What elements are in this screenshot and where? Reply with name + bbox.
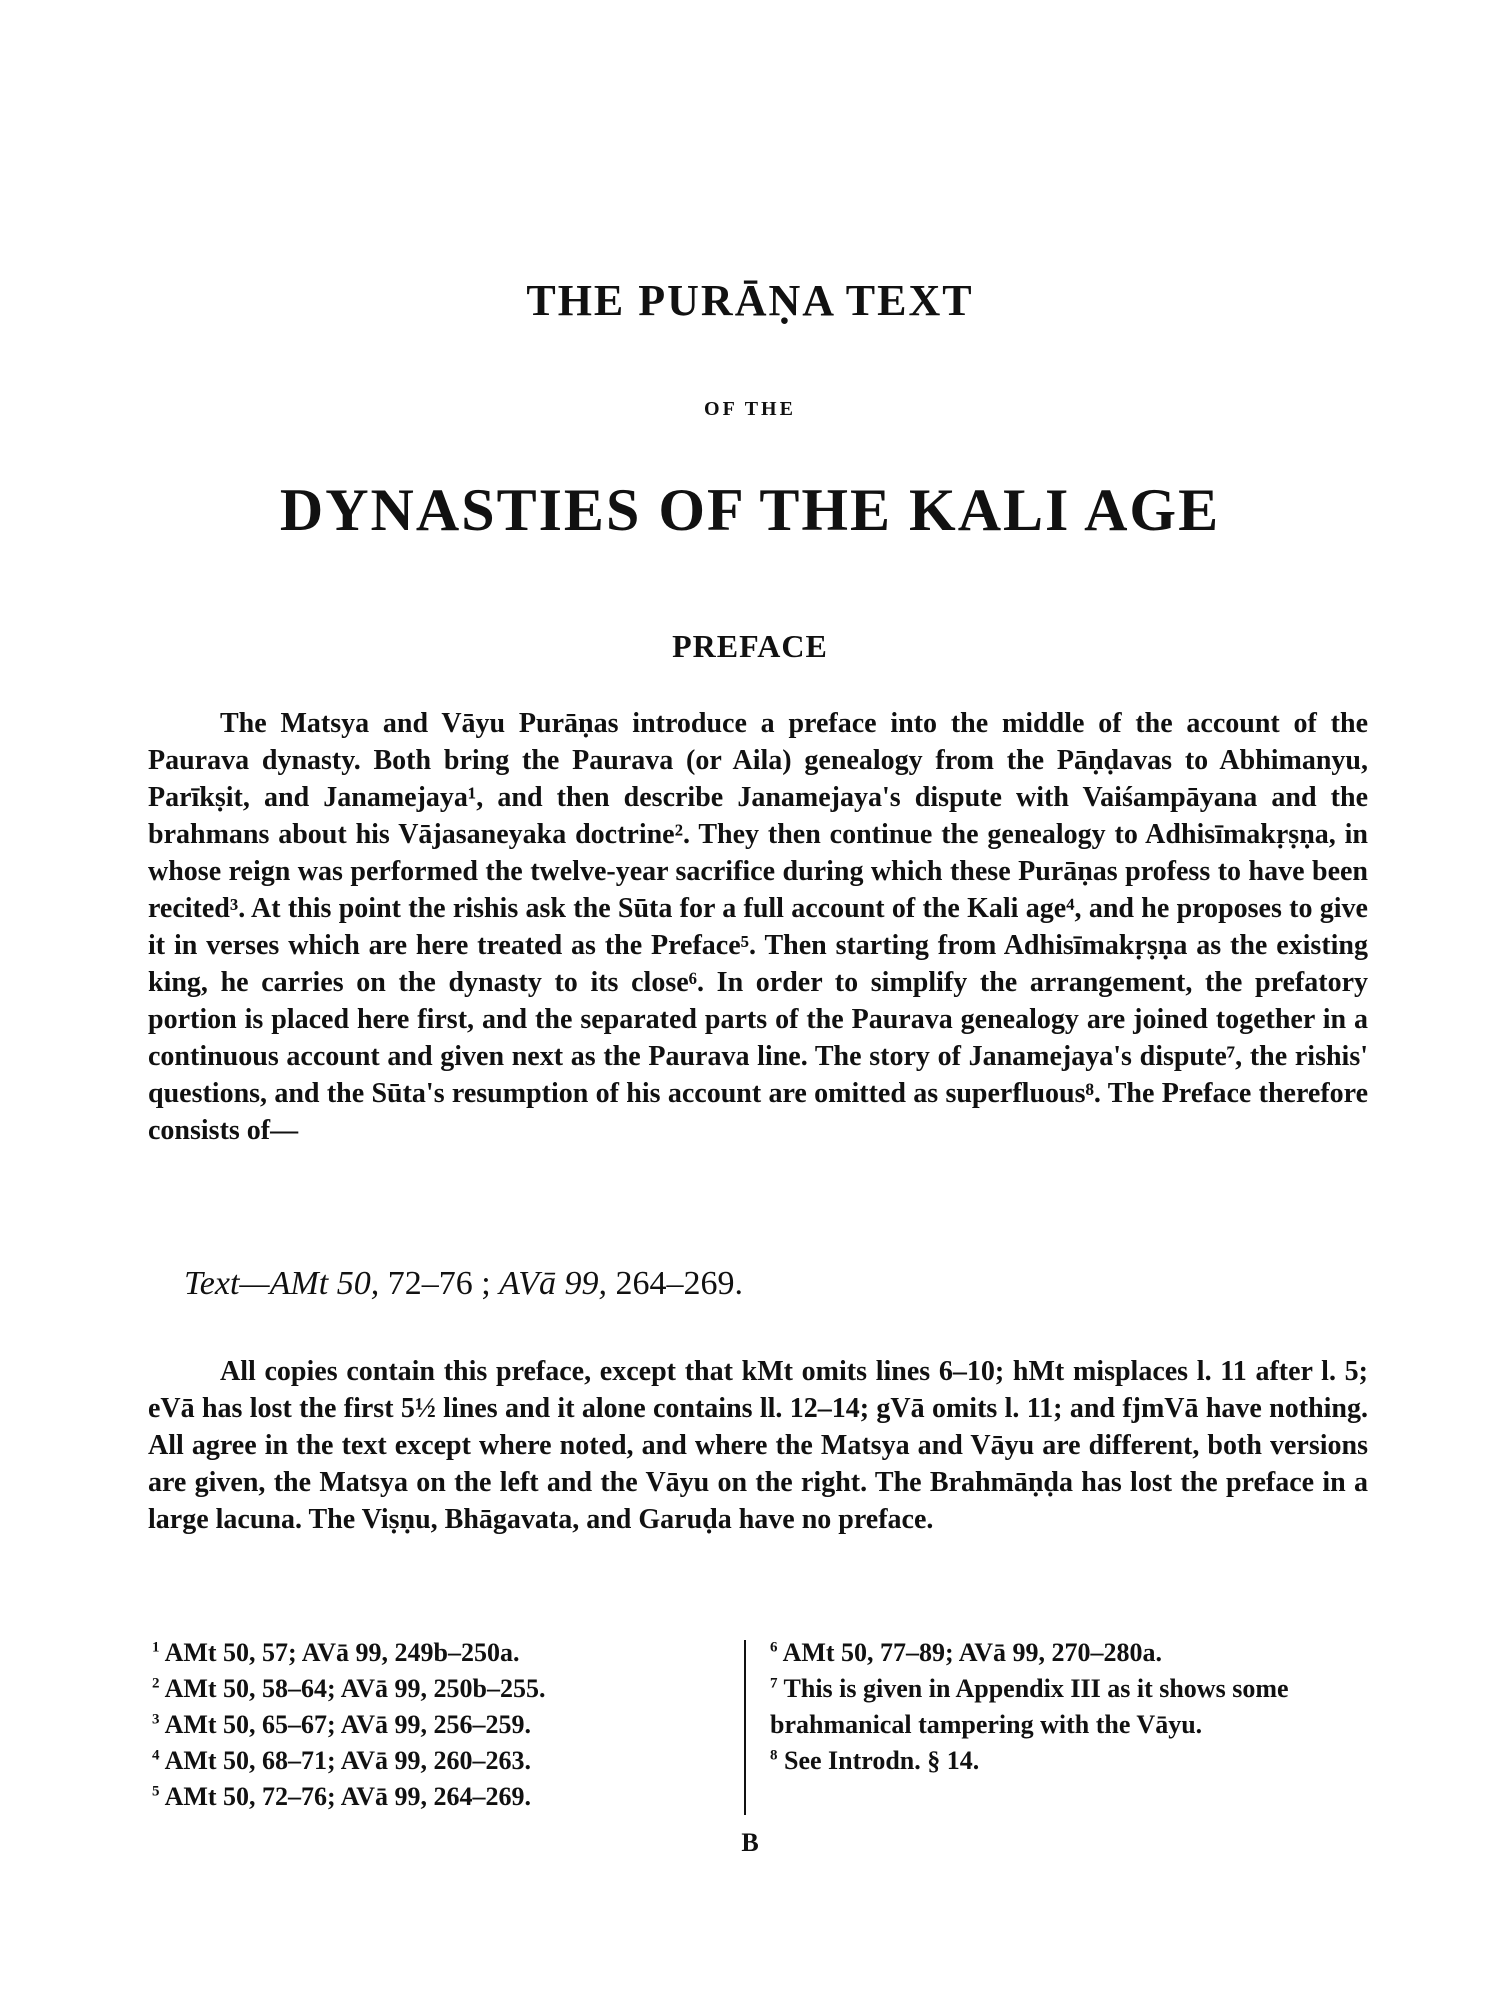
text-reference: [184, 1265, 743, 1303]
preface-paragraph-1: The Matsya and Vāyu Purāṇas introduce a preface into the middle of the account of the Paurava dynasty. Both bring the Paurava (or Aila) genealogy from the Pāṇḍavas to Abhimanyu, Parīkṣit, and Janamejaya¹, and then describe Janamejaya's dispute with Vaiśampāyana and the brahmans about his Vājasaneyaka doctrine². They then continue the genealogy to Adhisīmakṛṣṇa, in whose reign was performed the twelve-year sacrifice during which these Purāṇas profess to have been recited³. At this point the rishis ask the Sūta for a full account of the Kali age⁴, and he proposes to give it in verses which are here treated as the Preface⁵. Then starting from Adhisīmakṛṣṇa as the existing king, he carries on the dynasty to its close⁶. In order to simplify the arrangement, the prefatory portion is placed here first, and the separated parts of the Paurava genealogy are joined together in a continuous account and given next as the Paurava line. The story of Janamejaya's dispute⁷, the rishis' questions, and the Sūta's resumption of his account are omitted as superfluous⁸. The Preface therefore consists of—: [148, 708, 1368, 1146]
footnote-item: [152, 1743, 722, 1779]
signature-mark: B: [741, 1828, 759, 1857]
text-ref2-verses: 264–269.: [607, 1265, 743, 1302]
footnotes-right-column: [770, 1635, 1370, 1779]
footnote-item: [152, 1671, 722, 1707]
footnote-text: AMt 50, 65–67; AVā 99, 256–259.: [164, 1710, 531, 1739]
text-ref1-chapter: 50,: [336, 1265, 380, 1302]
footnote-text: AMt 50, 77–89; AVā 99, 270–280a.: [782, 1638, 1162, 1667]
text-ref2-source: AVā: [499, 1265, 556, 1302]
text-ref1-source: AMt: [269, 1265, 329, 1302]
footnote-mark: 8: [770, 1747, 778, 1764]
footnote-mark: 5: [152, 1783, 160, 1800]
footnote-item: [770, 1635, 1370, 1671]
footnote-column-divider: [744, 1640, 746, 1815]
footnote-text: AMt 50, 72–76; AVā 99, 264–269.: [164, 1782, 531, 1811]
text-label: Text—: [184, 1265, 270, 1302]
footnotes-left-column: [152, 1635, 722, 1815]
footnote-item: [152, 1635, 722, 1671]
title-connector: OF THE: [704, 398, 796, 420]
footnote-text: This is given in Appendix III as it shows some brahmanical tampering with the Vāyu.: [770, 1674, 1289, 1739]
section-heading: PREFACE: [672, 628, 828, 664]
footnote-mark: 1: [152, 1639, 160, 1656]
page-subtitle: DYNASTIES OF THE KALI AGE: [279, 477, 1221, 543]
footnote-mark: 3: [152, 1711, 160, 1728]
footnote-text: AMt 50, 57; AVā 99, 249b–250a.: [164, 1638, 520, 1667]
preface-paragraph-2: All copies contain this preface, except that kMt omits lines 6–10; hMt misplaces l. 11 after l. 5; eVā has lost the first 5½ lines and it alone contains ll. 12–14; gVā omits l. 11; and fjmVā have nothing. All agree in the text except where noted, and where the Matsya and Vāyu are different, both versions are given, the Matsya on the left and the Vāyu on the right. The Brahmāṇḍa has lost the preface in a large lacuna. The Viṣṇu, Bhāgavata, and Garuḍa have no preface.: [148, 1356, 1368, 1535]
text-ref2-chapter: 99,: [564, 1265, 607, 1302]
footnote-item: [152, 1779, 722, 1815]
footnote-mark: 6: [770, 1639, 778, 1656]
text-ref1-verses: 72–76 ;: [379, 1265, 500, 1302]
page-title: THE PURĀṆA TEXT: [526, 276, 974, 325]
footnote-text: AMt 50, 58–64; AVā 99, 250b–255.: [164, 1674, 546, 1703]
footnote-item: [152, 1707, 722, 1743]
footnote-text: AMt 50, 68–71; AVā 99, 260–263.: [164, 1746, 531, 1775]
footnote-mark: 2: [152, 1675, 160, 1692]
footnote-item: [770, 1671, 1370, 1743]
footnote-item: [770, 1743, 1370, 1779]
footnote-mark: 4: [152, 1747, 160, 1764]
footnote-mark: 7: [770, 1675, 778, 1692]
footnote-text: See Introdn. § 14.: [784, 1746, 980, 1775]
